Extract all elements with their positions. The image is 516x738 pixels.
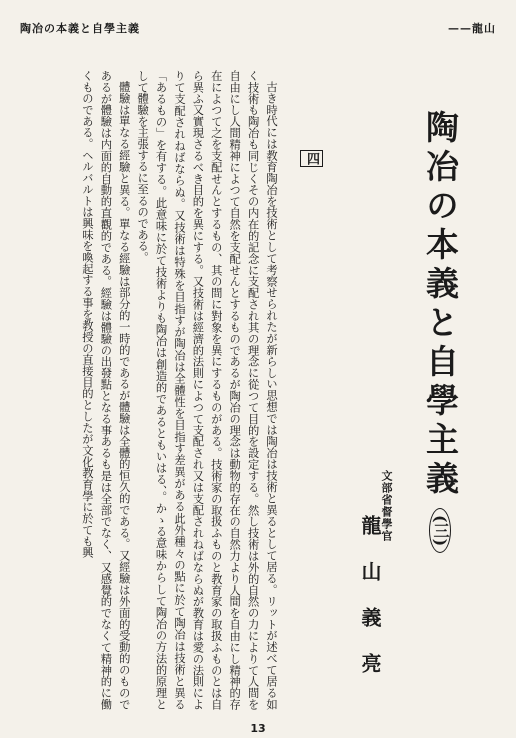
author-name: 龍山義亮 (358, 515, 382, 699)
paragraph: 古き時代には教育陶冶を技術として考察せられたが新らしい思想では陶冶は技術と異るとして居る。リットが述べて居る如く技術も陶冶も同じくその内在的記念に支配され其の理念に從つて目的を設定する。然し技術は外的自然の力によりて人間を自由にし人間精神によつて自然を支配せんとするものであるが陶冶の理念は動物的存在の自然力より人間を自由にし精神的存在によつて之を支配せんとするもの、其の間に對象を異にするものがある。技術家の取扱ふものと教育家の取扱ふものとは自ら異ふ又實現さるべき目的を異にする。又技術は經濟的法則によつて支配され又は支配されねばならぬが教育は愛の法則によりて支配されねばならぬ。又技術は特殊を目指すが陶冶は全體性を目指す差異がある此外種々の點に於て陶冶は技術と異る「あるもの」を有する。此意味に於て技術よりも陶冶は創造的であるともいはる、。かゝる意味からして陶冶の方法的原理として體驗を主張するに至るのである。 (136, 70, 278, 710)
running-header (20, 20, 496, 40)
author-affiliation: 文部省督學官 (380, 470, 393, 542)
header-article-title: 陶冶の本義と自學主義 (20, 22, 140, 35)
page-number: 13 (250, 722, 266, 735)
section-number: 四 (300, 150, 323, 167)
article-title (420, 110, 460, 553)
paragraph: 體驗は單なる經驗と異る。單なる經驗は部分的一時的であるが體驗は全體的恒久的である。又經驗は外面的受動的のものであるが體驗は内面的自動的直觀的である。經驗は體驗の出發點となる事あるも是は全部でなく、又感覺的でなくて精神的に働くものである。ヘルバルトは興味を喚起する事を教授の直接目的としたが文化教育學に於ても興 (80, 70, 131, 710)
title-part-number: (三) (429, 508, 451, 553)
article-title-text: 陶冶の本義と自學主義 (421, 110, 460, 500)
header-author: ——龍山 (448, 22, 496, 35)
body-text (40, 70, 280, 710)
